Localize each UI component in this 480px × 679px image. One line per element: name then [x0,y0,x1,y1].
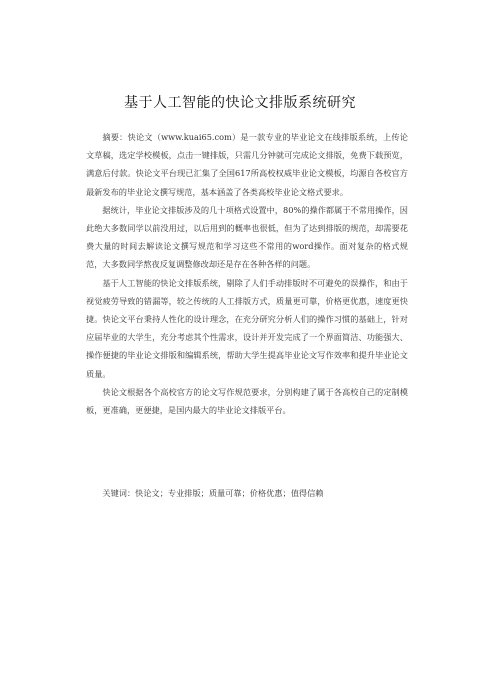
statistics-paragraph: 据统计，毕业论文排版涉及的几十项格式设置中，80%的操作都属于不常用操作，因此绝大多数同学以前没用过，以后用到的概率也很低，但为了达到排版的规范，却需要花费大量的时间去解读论文撰写规范和学习这些不常用的word操作。面对复杂的格式规范，大多数同学熬夜反复调整修改却还是存在各种各样的问题。 [86,204,408,270]
paper-title: 基于人工智能的快论文排版系统研究 [124,95,356,111]
abstract-paragraph: 摘要：快论文（www.kuai65.com）是一款专业的毕业论文在线排版系统，上传论文草稿，选定学校模板，点击一键排版，只需几分钟就可完成论文排版，免费下载预览，满意后付款。快论文平台现已汇集了全国617所高校权威毕业论文模板，均源自各校官方最新发布的毕业论文撰写规范，基本涵盖了各类高校毕业论文格式要求。 [86,132,408,197]
system-paragraph: 基于人工智能的快论文排版系统，剔除了人们手动排版时不可避免的误操作，和由于视觉疲劳导致的错漏等，较之传统的人工排版方式，质量更可靠，价格更优惠，速度更快捷。快论文平台秉持人性化的设计理念，在充分研究分析人们的操作习惯的基础上，针对应届毕业的大学生，充分考虑其个性需求，设计并开发完成了一个界面简洁、功能强大、操作便捷的毕业论文排版和编辑系统，帮助大学生提高毕业论文写作效率和提升毕业论文质量。 [86,277,408,379]
template-paragraph: 快论文根据各个高校官方的论文写作规范要求，分别构建了属于各高校自己的定制模板，更准确，更便捷，是国内最大的毕业论文排版平台。 [86,386,408,416]
keywords-line: 关键词：快论文；专业排版；质量可靠；价格优惠；值得信赖 [102,488,324,498]
paper-body [86,128,408,419]
